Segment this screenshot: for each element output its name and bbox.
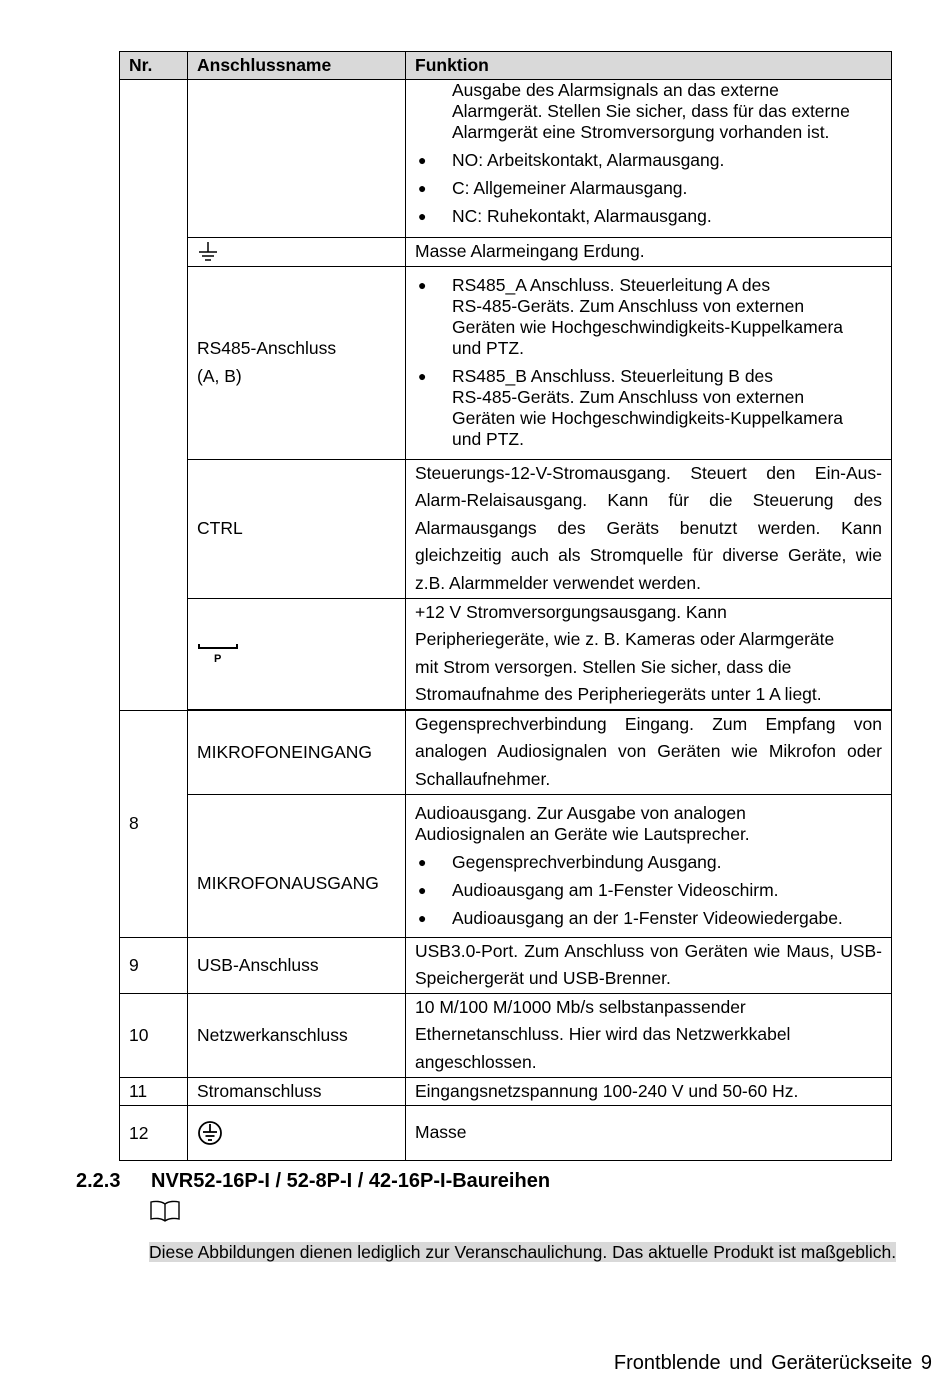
function-cell: Gegensprechverbindung Eingang. Zum Empfang von analogen Audiosignalen von Geräten wie Mikrofon oder Schallaufnehmer. <box>406 710 892 794</box>
table-row <box>120 710 892 794</box>
text-line: Ausgabe des Alarmsignals an das externe <box>452 80 779 100</box>
name-cell: CTRL <box>188 459 406 598</box>
table-row <box>120 459 892 598</box>
header-function: Funktion <box>406 52 892 80</box>
text-line: ● RS485_A Anschluss. Steuerleitung A des <box>452 275 771 295</box>
name-cell: Netzwerkanschluss <box>188 993 406 1077</box>
text-line: und PTZ. <box>452 338 524 358</box>
function-cell: Eingangsnetzspannung 100-240 V und 50-60 Hz. <box>406 1077 892 1106</box>
text-line: 10 M/100 M/1000 Mb/s selbstanpassender <box>415 996 746 1017</box>
header-nr: Nr. <box>120 52 188 80</box>
name-line: (A, B) <box>197 365 242 386</box>
note-text <box>149 1238 936 1266</box>
function-cell: Masse <box>406 1106 892 1161</box>
page-number: 9 <box>920 1352 932 1374</box>
section-number: 2.2.3 <box>76 1170 121 1192</box>
name-cell: Stromanschluss <box>188 1077 406 1106</box>
bullet-item <box>415 275 882 359</box>
nr-cell: 11 <box>120 1077 188 1106</box>
nr-cell-continued <box>120 80 188 711</box>
protective-earth-icon <box>197 1120 223 1146</box>
function-cell: Masse Alarmeingang Erdung. <box>406 238 892 267</box>
table-row <box>120 598 892 709</box>
text-line: und PTZ. <box>452 429 524 449</box>
text-line: +12 V Stromversorgungsausgang. Kann <box>415 601 727 622</box>
section-title: NVR52-16P-I / 52-8P-I / 42-16P-I-Baureihen <box>151 1170 551 1192</box>
page-footer <box>614 1352 932 1375</box>
name-cell <box>188 238 406 267</box>
name-cell <box>188 266 406 459</box>
nr-cell: 10 <box>120 993 188 1077</box>
name-cell: MIKROFONAUSGANG <box>188 794 406 937</box>
header-name: Anschlussname <box>188 52 406 80</box>
table-row <box>120 238 892 267</box>
bullet-item: ● Audioausgang an der 1-Fenster Videowiedergabe. <box>415 908 882 929</box>
name-line: RS485-Anschluss <box>197 338 337 358</box>
table-row <box>120 1077 892 1106</box>
table-row <box>120 80 892 238</box>
note-text-content: Diese Abbildungen dienen lediglich zur Veranschaulichung. Das aktuelle Produkt ist maßgeblich. <box>149 1242 897 1262</box>
table-row <box>120 266 892 459</box>
nr-cell: 12 <box>120 1106 188 1161</box>
connector-table <box>119 51 892 1161</box>
table-row <box>120 794 892 937</box>
ground-icon <box>197 241 219 263</box>
function-cell <box>406 598 892 709</box>
bullet-item: ● NC: Ruhekontakt, Alarmausgang. <box>415 206 882 227</box>
function-cell <box>406 80 892 238</box>
table-row <box>120 1106 892 1161</box>
text-line: RS-485-Geräts. Zum Anschluss von externen <box>452 296 805 316</box>
bullet-item: ● NO: Arbeitskontakt, Alarmausgang. <box>415 150 882 171</box>
text-line: angeschlossen. <box>415 1051 537 1072</box>
bullet-item: ● Audioausgang am 1-Fenster Videoschirm. <box>415 880 882 901</box>
text-line: Stromaufnahme des Peripheriegeräts unter 1 A liegt. <box>415 684 822 704</box>
bullet-item <box>415 366 882 450</box>
nr-cell: 9 <box>120 937 188 993</box>
text-line: Peripheriegeräte, wie z. B. Kameras oder Alarmgeräte <box>415 629 835 649</box>
name-cell <box>188 598 406 709</box>
function-cell <box>406 993 892 1077</box>
text-line: Ethernetanschluss. Hier wird das Netzwerkkabel <box>415 1024 791 1045</box>
section-heading <box>76 1170 550 1193</box>
text-line: RS-485-Geräts. Zum Anschluss von externen <box>452 387 805 407</box>
table-header-row <box>120 52 892 80</box>
text-line: ● RS485_B Anschluss. Steuerleitung B des <box>452 366 774 386</box>
name-cell: MIKROFONEINGANG <box>188 710 406 794</box>
footer-title: Frontblende und Geräterückseite <box>613 1352 913 1374</box>
function-cell <box>406 266 892 459</box>
function-cell <box>406 794 892 937</box>
name-cell <box>188 1106 406 1161</box>
text-line: Audiosignalen an Geräte wie Lautsprecher. <box>415 823 750 844</box>
text-line: mit Strom versorgen. Stellen Sie sicher, dass die <box>415 656 792 677</box>
name-cell: USB-Anschluss <box>188 937 406 993</box>
table-row <box>120 993 892 1077</box>
text-line: Alarmgerät eine Stromversorgung vorhanden ist. <box>452 122 830 142</box>
nr-cell: 8 <box>120 710 188 937</box>
name-cell-empty <box>188 80 406 238</box>
book-icon <box>149 1199 181 1223</box>
table-row <box>120 937 892 993</box>
bullet-item: ● Gegensprechverbindung Ausgang. <box>415 852 882 873</box>
text-line: Alarmgerät. Stellen Sie sicher, dass für das externe <box>452 101 850 121</box>
function-cell: Steuerungs-12-V-Stromausgang. Steuert den Ein-Aus-Alarm-Relaisausgang. Kann für die Steuerung des Alarmausgangs des Geräts benutzt werden. Kann gleichzeitig auch als Stromquelle für diverse Geräte, wie z.B. Alarmmelder verwendet werden. <box>406 459 892 598</box>
bullet-item: ● C: Allgemeiner Alarmausgang. <box>415 178 882 199</box>
text-line: Geräten wie Hochgeschwindigkeits-Kuppelkamera <box>452 317 844 337</box>
power-output-icon <box>197 642 241 666</box>
text-line: Geräten wie Hochgeschwindigkeits-Kuppelkamera <box>452 408 844 428</box>
function-cell: USB3.0-Port. Zum Anschluss von Geräten wie Maus, USB-Speichergerät und USB-Brenner. <box>406 937 892 993</box>
text-line: Audioausgang. Zur Ausgabe von analogen <box>415 802 746 823</box>
power-output-label: P <box>214 652 222 665</box>
